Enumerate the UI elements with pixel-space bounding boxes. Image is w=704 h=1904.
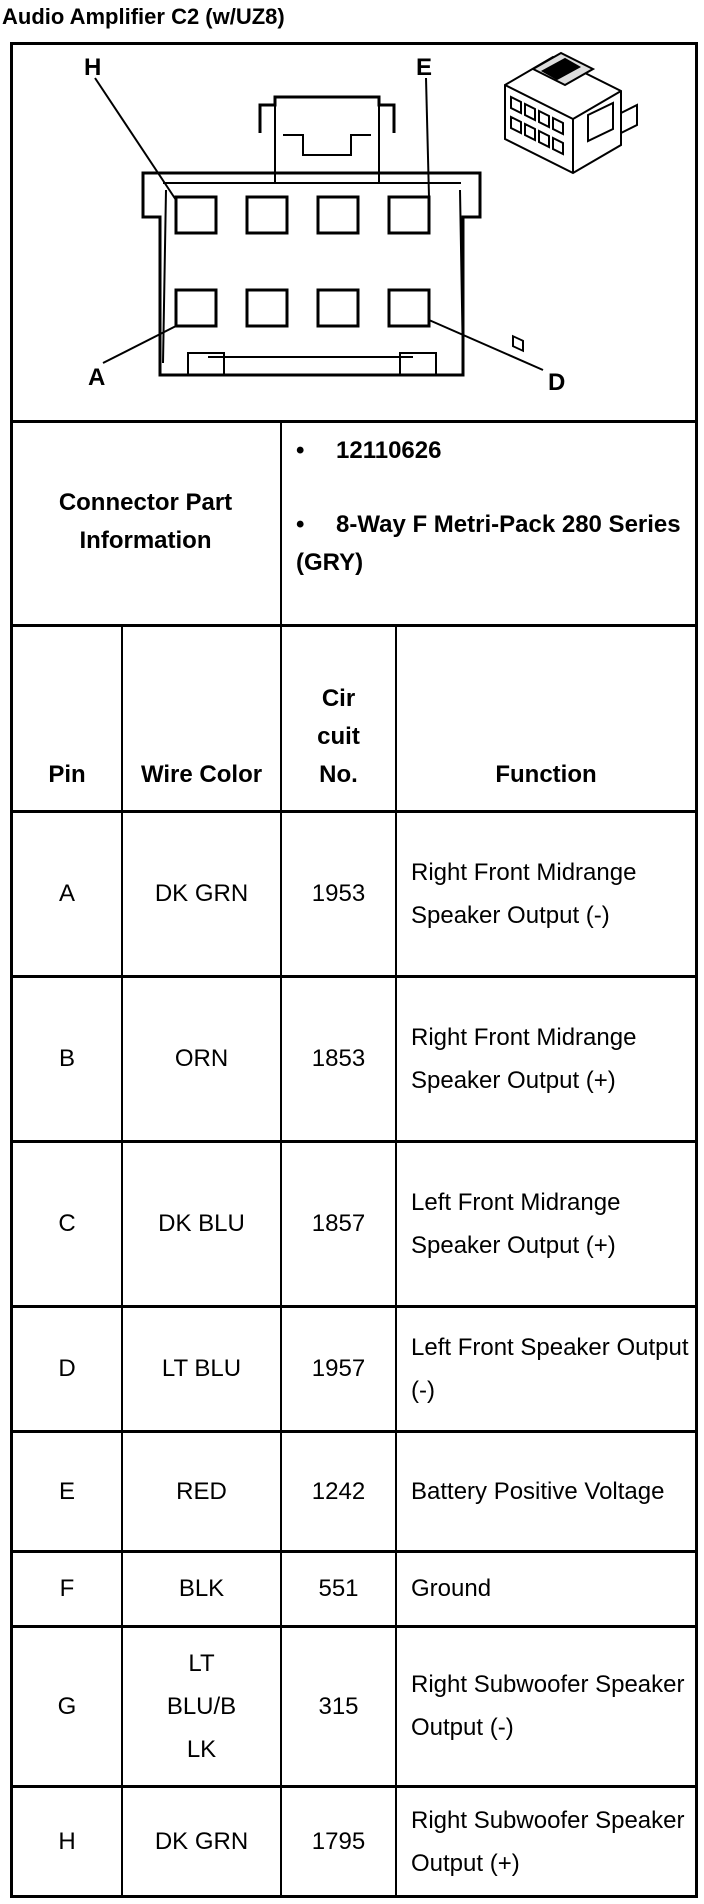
pin-label-h: H xyxy=(84,54,102,81)
circuit-cell: 1795 xyxy=(311,1828,366,1855)
pin-label-a: A xyxy=(88,364,106,391)
pin-cell: E xyxy=(58,1477,75,1505)
part-number: 12110626 xyxy=(336,437,442,464)
connector-part-info xyxy=(296,432,686,618)
wire-color-cell: DK BLU xyxy=(158,1210,245,1237)
circuit-cell: 315 xyxy=(318,1692,359,1720)
pin-cell: D xyxy=(58,1355,76,1382)
wire-color-cell: ORN xyxy=(174,1045,229,1072)
pin-cell: H xyxy=(58,1828,76,1855)
connector-type-item: • 8-Way F Metri-Pack 280 Series (GRY) xyxy=(296,511,681,576)
function-cell: Right Front Midrange Speaker Output (-) xyxy=(411,858,637,929)
pin-cell: G xyxy=(57,1692,77,1720)
pin-cell: F xyxy=(59,1575,75,1602)
part-number-item: • 12110626 xyxy=(296,437,442,464)
header-circuit-no: Cir cuit No. xyxy=(317,685,360,788)
wire-color-cell: BLK xyxy=(178,1575,225,1602)
circuit-cell: 1957 xyxy=(311,1355,366,1382)
function-cell: Right Subwoofer Speaker Output (-) xyxy=(411,1671,685,1741)
pin-label-e: E xyxy=(416,54,433,81)
wire-color-cell: DK GRN xyxy=(154,880,249,907)
wire-color-cell: LT BLU/B LK xyxy=(166,1649,237,1763)
connector-type: 8-Way F Metri-Pack 280 Series (GRY) xyxy=(296,511,681,576)
wire-color-cell: DK GRN xyxy=(154,1828,249,1855)
connector-part-info-label: Connector Part Information xyxy=(58,489,233,554)
header-function: Function xyxy=(495,761,597,788)
function-cell: Right Front Midrange Speaker Output (+) xyxy=(411,1023,637,1094)
header-wire-color: Wire Color xyxy=(140,761,263,788)
pin-cavities xyxy=(176,197,429,326)
circuit-cell: 1242 xyxy=(311,1477,366,1505)
circuit-cell: 1853 xyxy=(311,1045,366,1072)
connector-3d-view xyxy=(505,53,637,351)
function-cell: Right Subwoofer Speaker Output (+) xyxy=(411,1806,685,1877)
circuit-cell: 1953 xyxy=(311,880,366,907)
pin-cell: A xyxy=(58,880,75,907)
wire-color-cell: RED xyxy=(176,1477,227,1505)
wire-color-cell: LT BLU xyxy=(161,1355,242,1382)
page-title: Audio Amplifier C2 (w/UZ8) xyxy=(2,4,285,29)
function-cell: Left Front Speaker Output (-) xyxy=(411,1333,689,1404)
pin-label-d: D xyxy=(548,369,566,396)
pin-cell: C xyxy=(58,1210,76,1237)
function-cell: Ground xyxy=(411,1575,492,1602)
circuit-cell: 551 xyxy=(318,1575,359,1602)
connector-diagram xyxy=(13,45,695,420)
header-pin: Pin xyxy=(48,761,86,788)
function-cell: Battery Positive Voltage xyxy=(411,1477,665,1505)
pin-cell: B xyxy=(58,1045,75,1072)
circuit-cell: 1857 xyxy=(311,1210,366,1237)
function-cell: Left Front Midrange Speaker Output (+) xyxy=(411,1188,621,1259)
